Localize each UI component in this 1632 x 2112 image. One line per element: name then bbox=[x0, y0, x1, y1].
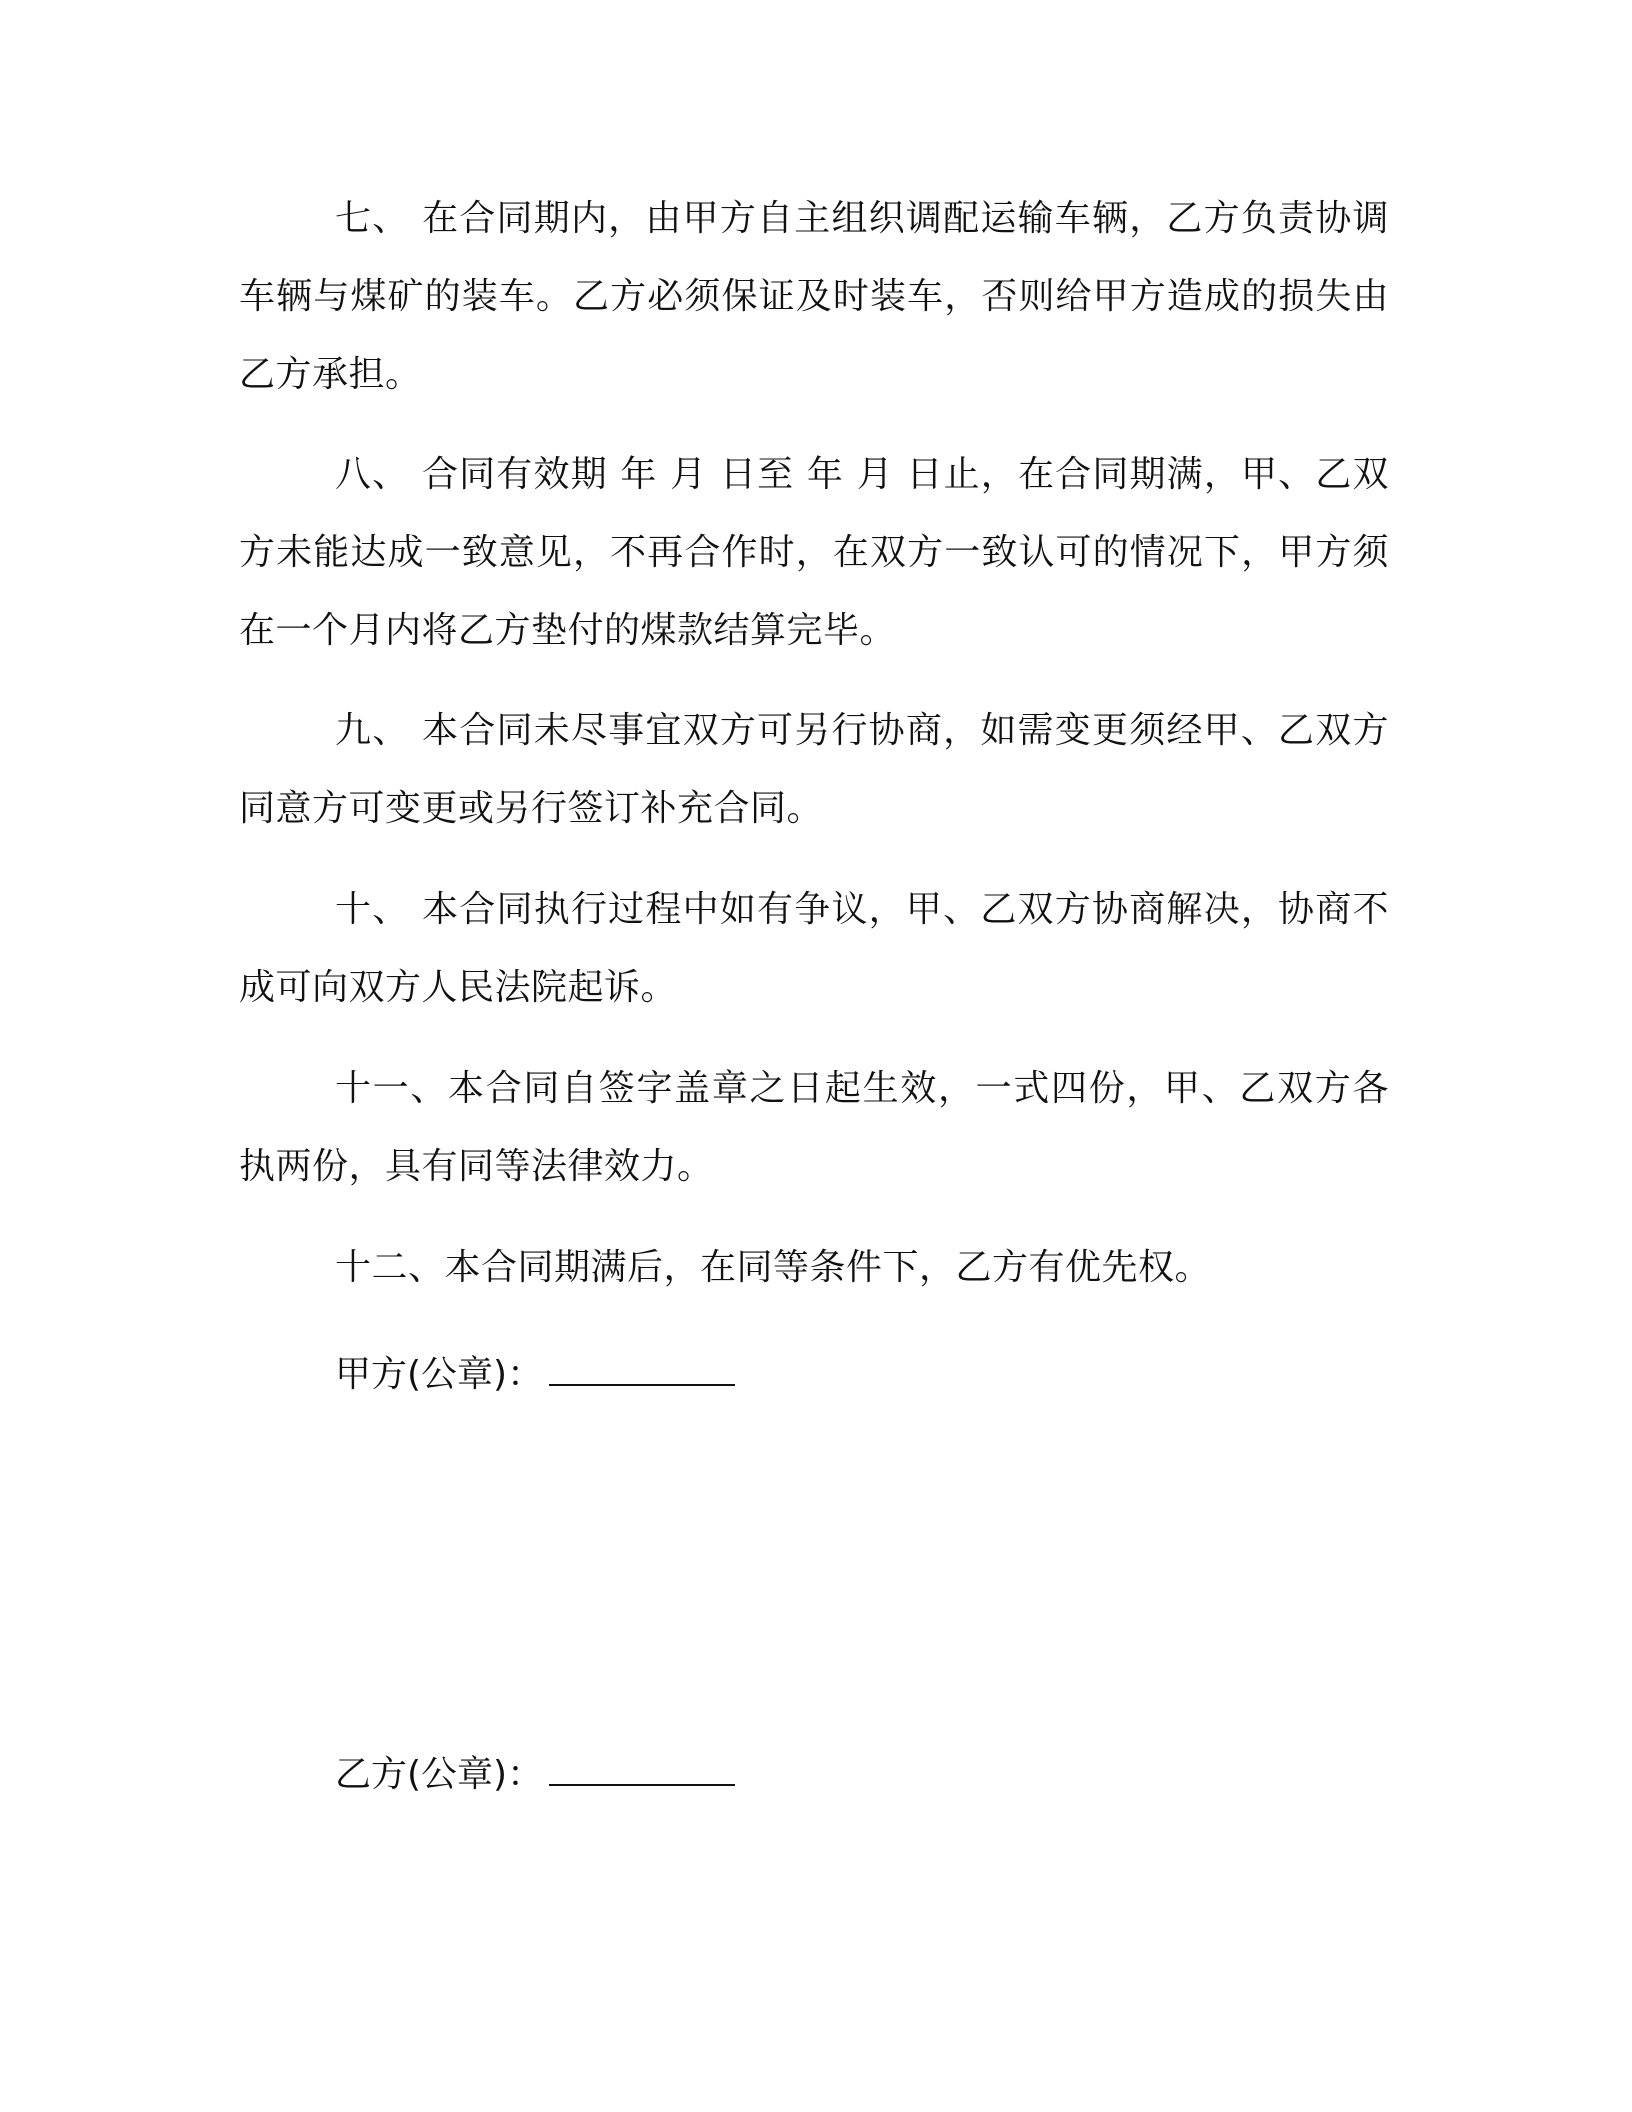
clause-nine: 九、 本合同未尽事宜双方可另行协商，如需变更须经甲、乙双方同意方可变更或另行签订补充合同。 bbox=[239, 710, 1389, 829]
party-b-label: 乙方(公章)： bbox=[335, 1754, 544, 1795]
clause-eight: 八、 合同有效期 年 月 日至 年 月 日止，在合同期满，甲、乙双方未能达成一致意见，不再合作时，在双方一致认可的情况下，甲方须在一个月内将乙方垫付的煤款结算完毕。 bbox=[239, 454, 1389, 651]
party-b-blank bbox=[549, 1756, 735, 1786]
clause-seven: 七、 在合同期内，由甲方自主组织调配运输车辆，乙方负责协调车辆与煤矿的装车。乙方必须保证及时装车，否则给甲方造成的损失由乙方承担。 bbox=[239, 198, 1389, 395]
clause-eleven: 十一、本合同自签字盖章之日起生效，一式四份，甲、乙双方各执两份，具有同等法律效力。 bbox=[239, 1068, 1389, 1187]
clause-twelve: 十二、本合同期满后，在同等条件下，乙方有优先权。 bbox=[335, 1247, 1212, 1288]
clause-ten: 十、 本合同执行过程中如有争议，甲、乙双方协商解决，协商不成可向双方人民法院起诉。 bbox=[239, 889, 1389, 1008]
party-b-signature bbox=[335, 1745, 735, 1805]
party-a-signature bbox=[335, 1345, 735, 1405]
party-a-blank bbox=[549, 1356, 735, 1386]
party-a-label: 甲方(公章)： bbox=[335, 1354, 544, 1395]
